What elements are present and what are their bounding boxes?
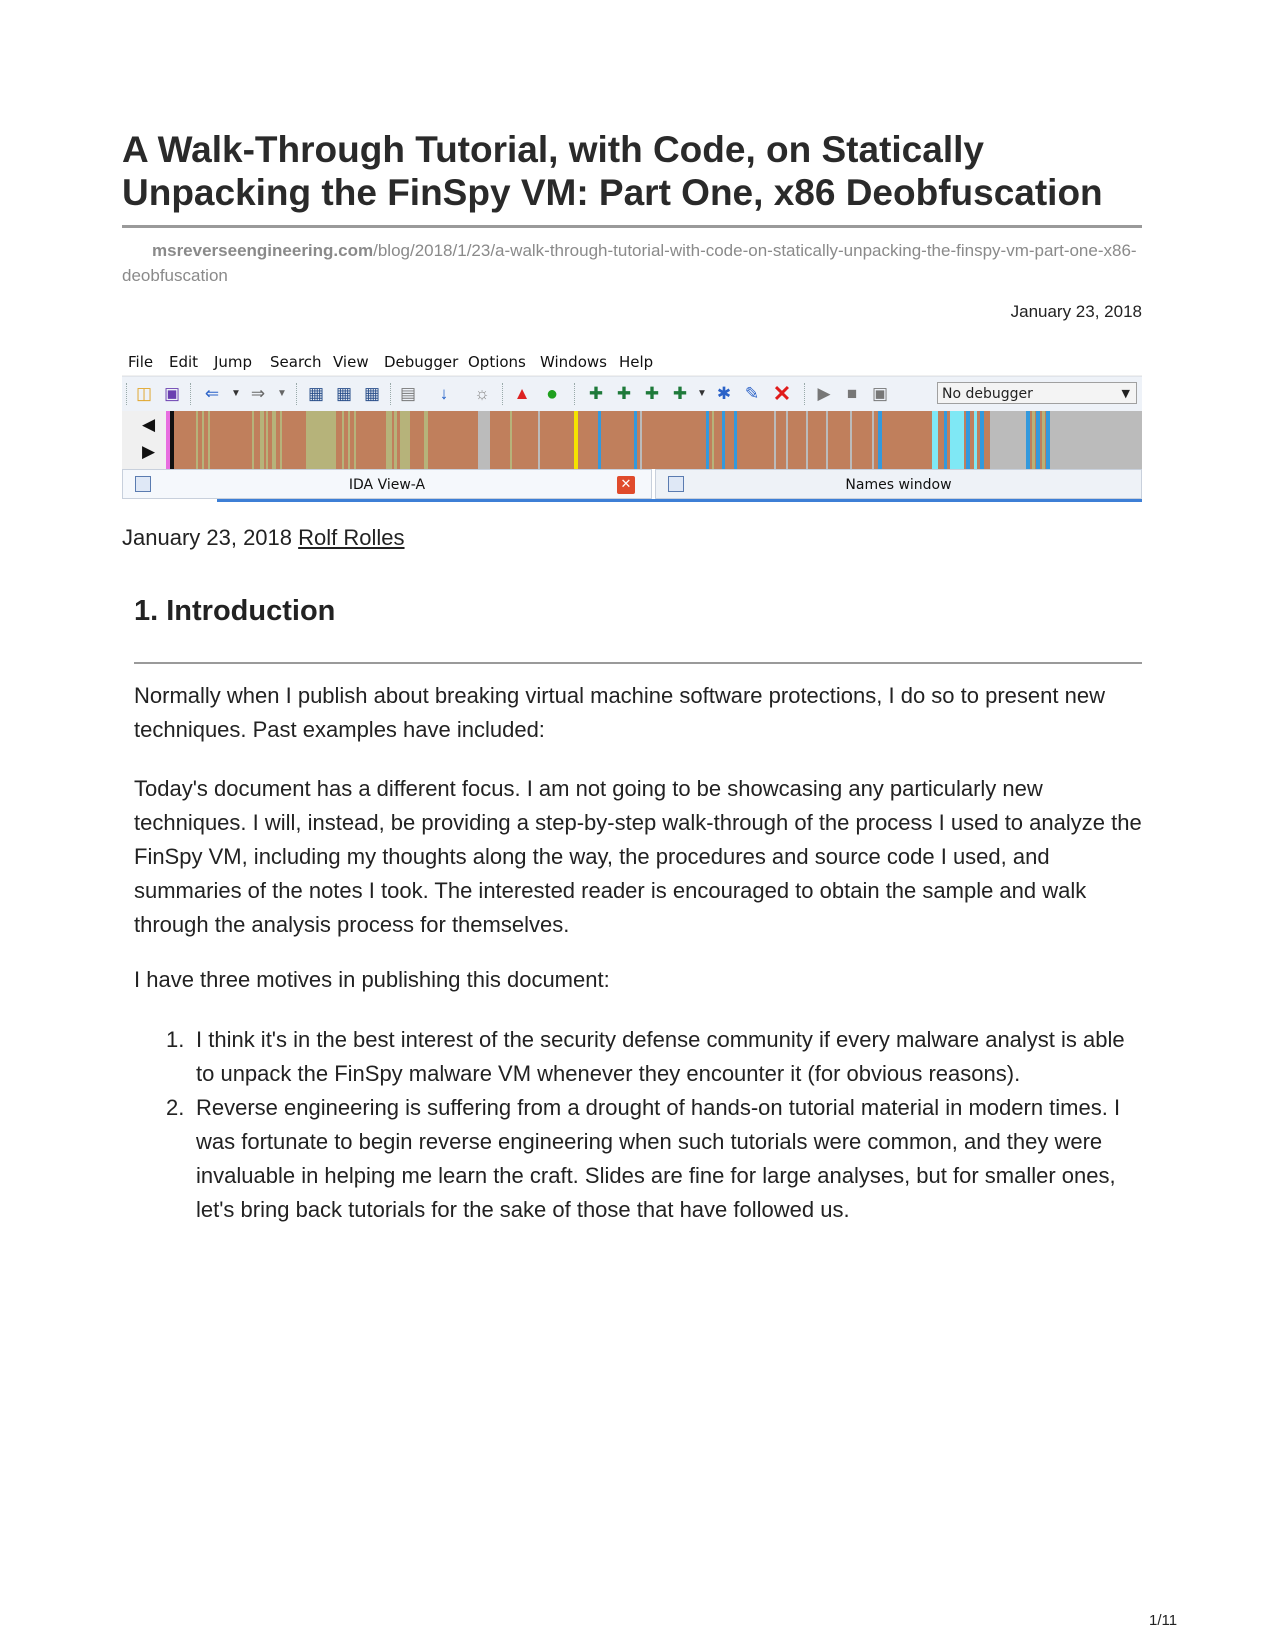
nav-segment [734,411,737,469]
nav-segment [424,411,428,469]
nav-segment [990,411,1026,469]
intro-paragraph: Normally when I publish about breaking virtual machine software protections, I do so to present new techniques. Past examples have included: [134,683,1105,742]
scroll-left-icon[interactable]: ◀ [142,415,156,434]
nav-segment [974,411,977,469]
ida-tab-bar [122,469,1142,514]
nav-segment [1042,411,1045,469]
nav-segment [170,411,174,469]
menu-debugger[interactable]: Debugger [384,353,459,371]
nav-segment [510,411,512,469]
save-icon[interactable]: ▣ [163,384,181,403]
nav-segment [266,411,268,469]
nav-segment [950,411,964,469]
warning-icon[interactable]: ▲ [513,384,531,403]
nav-segment [786,411,788,469]
nav-segment [722,411,725,469]
view-icon [668,476,684,492]
nav-segment [1050,411,1142,469]
nav-segment [386,411,392,469]
forward-icon[interactable]: ⇒ [250,384,266,403]
toolbar-separator [296,383,298,405]
nav-segment [774,411,776,469]
toolbar-separator [804,383,806,405]
nav-segment [574,411,578,469]
source-url[interactable] [122,238,1142,288]
nav-segment [826,411,828,469]
ida-menubar [122,349,1142,375]
nav-segment [348,411,350,469]
motives-list [134,1023,1144,1227]
list-item-number: 1. [166,1027,185,1052]
article-title: A Walk-Through Tutorial, with Code, on Statically Unpacking the FinSpy VM: Part One, x86 Deobfuscation [122,129,1103,213]
menu-file[interactable]: File [128,353,154,371]
view-icon [135,476,151,492]
menu-view[interactable]: View [333,353,369,371]
tab-ida-view-a[interactable] [122,469,652,499]
ida-toolbar [122,376,1142,411]
nav-segment [1036,411,1040,469]
toolbar-separator [126,383,128,405]
nav-segment [1026,411,1030,469]
nav-segment [538,411,540,469]
hex-icon[interactable]: ▦ [307,384,325,403]
text-icon[interactable]: ▦ [335,384,353,403]
binary-icon[interactable]: ▦ [363,384,381,403]
edit-icon[interactable]: ✎ [744,384,760,403]
toolbar-separator [190,383,192,405]
nav-segment [342,411,344,469]
menu-help[interactable]: Help [619,353,654,371]
debugger-select-value: No debugger [942,386,1033,402]
toolbar-separator [502,383,504,405]
nav-segment [400,411,410,469]
nav-segment [806,411,808,469]
list-item-number: 2. [166,1095,185,1120]
enum-icon[interactable]: ✱ [716,384,732,403]
toolbar-separator [574,383,576,405]
nav-arrows [122,411,166,469]
stop-icon[interactable]: ▣ [871,384,889,403]
segment-icon[interactable]: ✚ [672,384,688,403]
list-item [134,1023,1144,1091]
segment-dropdown-icon[interactable]: ▼ [697,388,707,399]
menu-windows[interactable]: Windows [540,353,607,371]
section-divider [134,662,1142,664]
publish-date: January 23, 2018 [1010,302,1142,321]
focus-paragraph: Today's document has a different focus. I am not going to be showcasing any particularly new techniques. I will, instead, be providing a step-by-step walk-through of the process I used to analyze the FinSpy VM, including my thoughts along the way, the procedures and source code I used, and summaries of the notes I took. The interested reader is encouraged to obtain the sample and walk through the analysis process for themselves. [134,776,1142,937]
close-icon[interactable]: ✕ [617,476,635,494]
menu-edit[interactable]: Edit [169,353,199,371]
nav-segment [872,411,874,469]
back-icon[interactable]: ⇐ [204,384,220,403]
nav-segment [932,411,938,469]
nav-segment [1032,411,1035,469]
nav-segment [598,411,601,469]
delete-icon[interactable]: ✕ [772,381,792,406]
nav-segment [712,411,714,469]
debugger-select[interactable] [937,382,1137,404]
source-domain: msreverseengineering.com [152,241,374,260]
menu-search[interactable]: Search [270,353,322,371]
green-dot-icon[interactable]: ● [545,383,559,405]
chevron-down-icon: ▼ [1121,387,1130,400]
list-item-text: I think it's in the best interest of the security defense community if every malware analyst is able to unpack the FinSpy malware VM whenever they encounter it (for obvious reasons). [196,1027,1125,1086]
author-link[interactable]: Rolf Rolles [298,525,405,550]
tab-label: IDA View-A [348,477,426,493]
lumina-icon[interactable]: ☼ [474,384,490,403]
nav-segment [202,411,204,469]
title-divider [122,225,1142,228]
nav-segment [272,411,276,469]
nav-segment [354,411,356,469]
play-icon[interactable]: ▶ [817,384,831,403]
struct-icon[interactable]: ✚ [644,384,660,403]
nav-segment [944,411,947,469]
nav-segment [306,411,336,469]
search-icon[interactable]: ▤ [399,384,417,403]
pause-icon[interactable]: ■ [846,384,858,403]
ida-screenshot [122,349,1142,514]
list-item-text: Reverse engineering is suffering from a drought of hands-on tutorial material in modern times. I was fortunate to begin reverse engineering when such tutorials were common, and they were invaluable in helping me learn the craft. Slides are fine for large analyses, but for smaller ones, let's bring back tutorials for the sake of those that have followed us. [196,1095,1121,1222]
list-item [134,1091,1144,1227]
nav-segment [196,411,198,469]
toolbar-separator [390,383,392,405]
code-icon[interactable]: ✚ [588,384,604,403]
nav-segment [208,411,210,469]
forward-dropdown-icon[interactable]: ▼ [277,388,287,399]
tab-names-window[interactable] [655,469,1142,499]
page-number: 1/11 [1149,1612,1178,1629]
open-icon[interactable]: ◫ [135,384,153,403]
data-icon[interactable]: ✚ [616,384,632,403]
back-dropdown-icon[interactable]: ▼ [231,388,241,399]
nav-segment [634,411,637,469]
tab-underline [217,499,1142,502]
byline [122,525,405,551]
nav-segment [640,411,642,469]
menu-jump[interactable]: Jump [214,353,253,371]
nav-segment [280,411,282,469]
motives-paragraph: I have three motives in publishing this document: [134,967,610,992]
nav-segment [850,411,852,469]
nav-segment [478,411,490,469]
nav-segment [260,411,264,469]
nav-segment [878,411,882,469]
section-heading: 1. Introduction [134,595,336,627]
byline-date: January 23, 2018 [122,525,293,550]
menu-options[interactable]: Options [468,353,526,371]
scroll-right-icon[interactable]: ▶ [142,442,156,461]
source-path: /blog/2018/1/23/a-walk-through-tutorial-with-code-on-statically-unpacking-the-finspy-vm-part-one-x86-deobfuscation [122,241,1137,285]
nav-segment [252,411,254,469]
navigation-band-strip[interactable] [166,411,1142,469]
nav-segment [706,411,709,469]
nav-segment [394,411,397,469]
tab-label: Names window [845,477,952,493]
nav-segment [966,411,970,469]
navigation-band [122,411,1142,469]
nav-segment [980,411,984,469]
jump-down-icon[interactable]: ↓ [439,384,449,403]
